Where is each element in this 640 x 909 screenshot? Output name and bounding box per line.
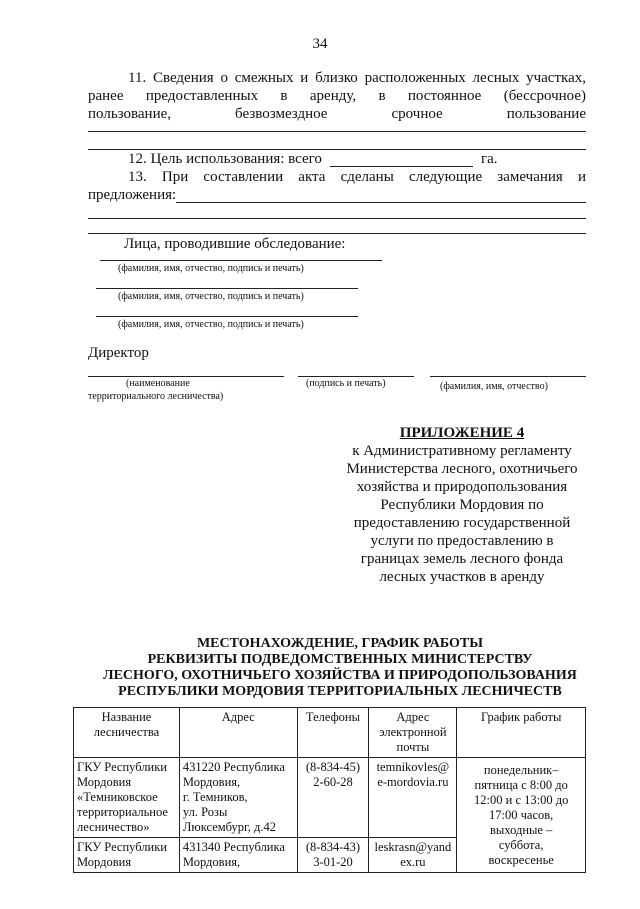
table-row	[74, 758, 586, 838]
cell-line: ex.ru	[400, 855, 426, 869]
director-name-line	[430, 376, 586, 377]
cell-line: 3-01-20	[313, 855, 353, 869]
header-email	[369, 708, 457, 758]
cell-line: e-mordovia.ru	[377, 775, 449, 789]
director-caption-org-2: территориального лесничества)	[88, 391, 224, 402]
cell-line: выходные –	[490, 822, 553, 837]
item11-blank-line-1	[88, 131, 586, 132]
appendix-line: лесных участков в аренду	[379, 569, 545, 585]
director-caption-sign: (подпись и печать)	[306, 378, 386, 389]
header-email-line: почты	[396, 740, 430, 754]
cell-line: Мордовия,	[182, 775, 241, 789]
signature-line-3	[96, 316, 358, 317]
item12-unit: га.	[481, 151, 498, 167]
director-org-line	[88, 376, 284, 377]
appendix-line: Республики Мордовия по	[380, 497, 544, 513]
cell-line: Люксембург, д.42	[182, 820, 276, 834]
appendix-line: услуги по предоставлению в	[370, 533, 554, 549]
cell-line: ГКУ Республики	[77, 840, 167, 854]
signature-line-1	[100, 260, 382, 261]
director-label: Директор	[88, 345, 149, 361]
header-phones-text: Телефоны	[305, 710, 361, 724]
item13-line2: предложения:	[88, 187, 177, 203]
item13-blank-line-1	[176, 202, 586, 203]
cell-line: ГКУ Республики	[77, 760, 167, 774]
cell-line: 2-60-28	[313, 775, 353, 789]
cell-name	[74, 838, 180, 873]
cell-line: leskrasn@yand	[374, 840, 452, 854]
cell-line: 17:00 часов,	[489, 807, 554, 822]
item11-line2: ранее предоставленных в аренду, в постоянное (бессрочное)	[88, 88, 586, 104]
persons-heading: Лица, проводившие обследование:	[124, 236, 346, 252]
cell-line: пятница с 8:00 до	[474, 777, 568, 792]
appendix-block	[330, 424, 594, 586]
cell-email	[369, 838, 457, 873]
cell-line: temnikovles@	[376, 760, 450, 774]
table-header-row	[74, 708, 586, 758]
cell-phone	[297, 838, 369, 873]
cell-line: ул. Розы	[182, 805, 228, 819]
cell-line: воскресенье	[488, 852, 554, 867]
item13-blank-line-2	[88, 218, 586, 219]
header-schedule-text: График работы	[481, 710, 562, 724]
cell-line: (8-834-43)	[305, 840, 361, 854]
director-caption-org-1: (наименование	[126, 378, 190, 389]
signature-caption-2: (фамилия, имя, отчество, подпись и печать)	[118, 291, 304, 302]
cell-line: г. Темников,	[182, 790, 248, 804]
signature-caption-3: (фамилия, имя, отчество, подпись и печать)	[118, 319, 304, 330]
director-caption-name: (фамилия, имя, отчество)	[440, 381, 548, 392]
cell-line: 431220 Республика	[182, 760, 285, 774]
cell-line: суббота,	[498, 837, 544, 852]
signature-line-2	[96, 288, 358, 289]
cell-line: «Темниковское	[77, 790, 158, 804]
item11-line1: 11. Сведения о смежных и близко расположенных лесных участках,	[128, 70, 586, 86]
item13-line1: 13. При составлении акта сделаны следующие замечания и	[128, 169, 586, 185]
header-name	[74, 708, 180, 758]
forestry-table	[73, 707, 586, 873]
header-schedule	[457, 708, 586, 758]
appendix-line: предоставлению государственной	[353, 515, 571, 531]
header-name-line: Название	[101, 710, 152, 724]
cell-address	[179, 758, 297, 838]
cell-name	[74, 758, 180, 838]
section-heading-line: РЕСПУБЛИКИ МОРДОВИЯ ТЕРРИТОРИАЛЬНЫХ ЛЕСНИЧЕСТВ	[118, 684, 562, 699]
section-heading	[60, 636, 620, 700]
header-address-text: Адрес	[221, 710, 255, 724]
section-heading-line: МЕСТОНАХОЖДЕНИЕ, ГРАФИК РАБОТЫ	[196, 636, 484, 651]
appendix-title: ПРИЛОЖЕНИЕ 4	[399, 425, 525, 441]
item12-area-blank	[330, 166, 473, 167]
header-name-line: лесничества	[93, 725, 160, 739]
appendix-line: границах земель лесного фонда	[360, 551, 564, 567]
header-email-line: электронной	[379, 725, 447, 739]
section-heading-line: РЕКВИЗИТЫ ПОДВЕДОМСТВЕННЫХ МИНИСТЕРСТВУ	[147, 652, 533, 667]
header-phones	[297, 708, 369, 758]
cell-line: понедельник–	[483, 762, 559, 777]
cell-line: (8-834-45)	[305, 760, 361, 774]
appendix-line: Министерства лесного, охотничьего	[346, 461, 578, 477]
cell-email	[369, 758, 457, 838]
signature-caption-1: (фамилия, имя, отчество, подпись и печать)	[118, 263, 304, 274]
item13-blank-line-3	[88, 233, 586, 234]
appendix-line: хозяйства и природопользования	[356, 479, 568, 495]
cell-phone	[297, 758, 369, 838]
cell-line: Мордовия	[77, 775, 132, 789]
appendix-line: к Административному регламенту	[352, 443, 572, 459]
item11-line3: пользование, безвозмездное срочное пользование	[88, 106, 586, 122]
header-email-line: Адрес	[396, 710, 430, 724]
cell-line: Мордовия,	[182, 855, 241, 869]
cell-line: 431340 Республика	[182, 840, 285, 854]
cell-line: лесничество»	[77, 820, 150, 834]
cell-address	[179, 838, 297, 873]
header-address	[179, 708, 297, 758]
item12-text: 12. Цель использования: всего	[128, 151, 322, 167]
director-sign-line	[298, 376, 414, 377]
page-number: 34	[312, 36, 328, 52]
cell-line: 12:00 и с 13:00 до	[474, 792, 569, 807]
section-heading-line: ЛЕСНОГО, ОХОТНИЧЬЕГО ХОЗЯЙСТВА И ПРИРОДОПОЛЬЗОВАНИЯ	[103, 668, 577, 683]
cell-line: территориальное	[77, 805, 168, 819]
cell-line: Мордовия	[77, 855, 132, 869]
cell-schedule	[457, 758, 586, 873]
